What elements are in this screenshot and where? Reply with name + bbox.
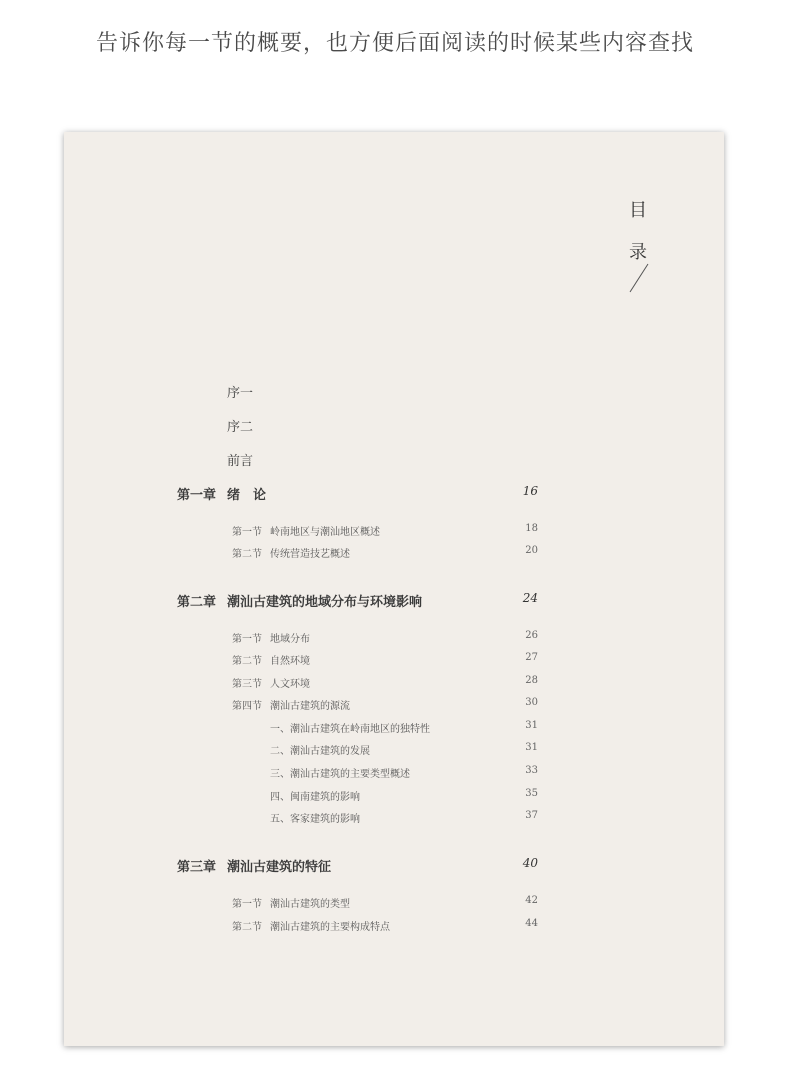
ch2-section-1-page: 26 — [525, 630, 538, 641]
ch2-subsection-5-title: 五、客家建筑的影响 — [270, 814, 360, 825]
chapter-2-title: 潮汕古建筑的地域分布与环境影响 — [227, 595, 423, 610]
ch3-section-1-page: 42 — [525, 895, 538, 906]
ch2-subsection-4-title: 四、闽南建筑的影响 — [270, 792, 360, 803]
chapter-3-label: 第三章 — [177, 860, 217, 875]
chapter-1-page: 16 — [522, 484, 538, 498]
ch2-subsection-1-page: 31 — [525, 720, 538, 731]
ch2-section-2-label: 第二节 — [232, 656, 262, 667]
ch2-subsection-3-page: 33 — [525, 765, 538, 776]
ch2-subsection-2-page: 31 — [525, 742, 538, 753]
ch2-subsection-4-page: 35 — [525, 788, 538, 799]
toc-title-char-2: 录 — [629, 242, 647, 263]
ch2-subsection-3-title: 三、潮汕古建筑的主要类型概述 — [270, 769, 410, 780]
toc-title-char-1: 目 — [629, 200, 647, 221]
ch2-subsection-1-title: 一、潮汕古建筑在岭南地区的独特性 — [270, 724, 430, 735]
chapter-3-page: 40 — [522, 856, 538, 870]
ch2-section-4-page: 30 — [525, 697, 538, 708]
decorative-slash-icon — [626, 262, 650, 294]
ch3-section-2-label: 第二节 — [232, 922, 262, 933]
chapter-3-title: 潮汕古建筑的特征 — [227, 860, 332, 875]
ch2-section-1-label: 第一节 — [232, 634, 262, 645]
chapter-2-page: 24 — [522, 591, 538, 605]
chapter-2-label: 第二章 — [177, 595, 217, 610]
ch2-section-1-title: 地域分布 — [270, 634, 310, 645]
book-page — [64, 132, 724, 1046]
ch1-section-2-label: 第二节 — [232, 549, 262, 560]
page-headline: 告诉你每一节的概要，也方便后面阅读的时候某些内容查找 — [95, 31, 694, 56]
preface-item-1: 序一 — [227, 386, 254, 401]
ch3-section-1-label: 第一节 — [232, 899, 262, 910]
ch2-section-2-title: 自然环境 — [270, 656, 310, 667]
ch2-subsection-2-title: 二、潮汕古建筑的发展 — [270, 746, 370, 757]
ch3-section-2-title: 潮汕古建筑的主要构成特点 — [270, 922, 390, 933]
ch2-section-3-label: 第三节 — [232, 679, 262, 690]
ch3-section-1-title: 潮汕古建筑的类型 — [270, 899, 350, 910]
ch1-section-1-title: 岭南地区与潮汕地区概述 — [270, 527, 380, 538]
ch2-section-3-title: 人文环境 — [270, 679, 310, 690]
ch2-section-2-page: 27 — [525, 652, 538, 663]
ch2-section-4-title: 潮汕古建筑的源流 — [270, 701, 350, 712]
chapter-1-title: 绪 论 — [227, 488, 267, 503]
preface-item-3: 前言 — [227, 454, 254, 469]
ch2-subsection-5-page: 37 — [525, 810, 538, 821]
ch3-section-2-page: 44 — [525, 918, 538, 929]
ch1-section-2-title: 传统营造技艺概述 — [270, 549, 350, 560]
ch2-section-3-page: 28 — [525, 675, 538, 686]
preface-item-2: 序二 — [227, 420, 254, 435]
ch1-section-1-label: 第一节 — [232, 527, 262, 538]
ch1-section-2-page: 20 — [525, 545, 538, 556]
ch2-section-4-label: 第四节 — [232, 701, 262, 712]
ch1-section-1-page: 18 — [525, 523, 538, 534]
chapter-1-label: 第一章 — [177, 488, 217, 503]
